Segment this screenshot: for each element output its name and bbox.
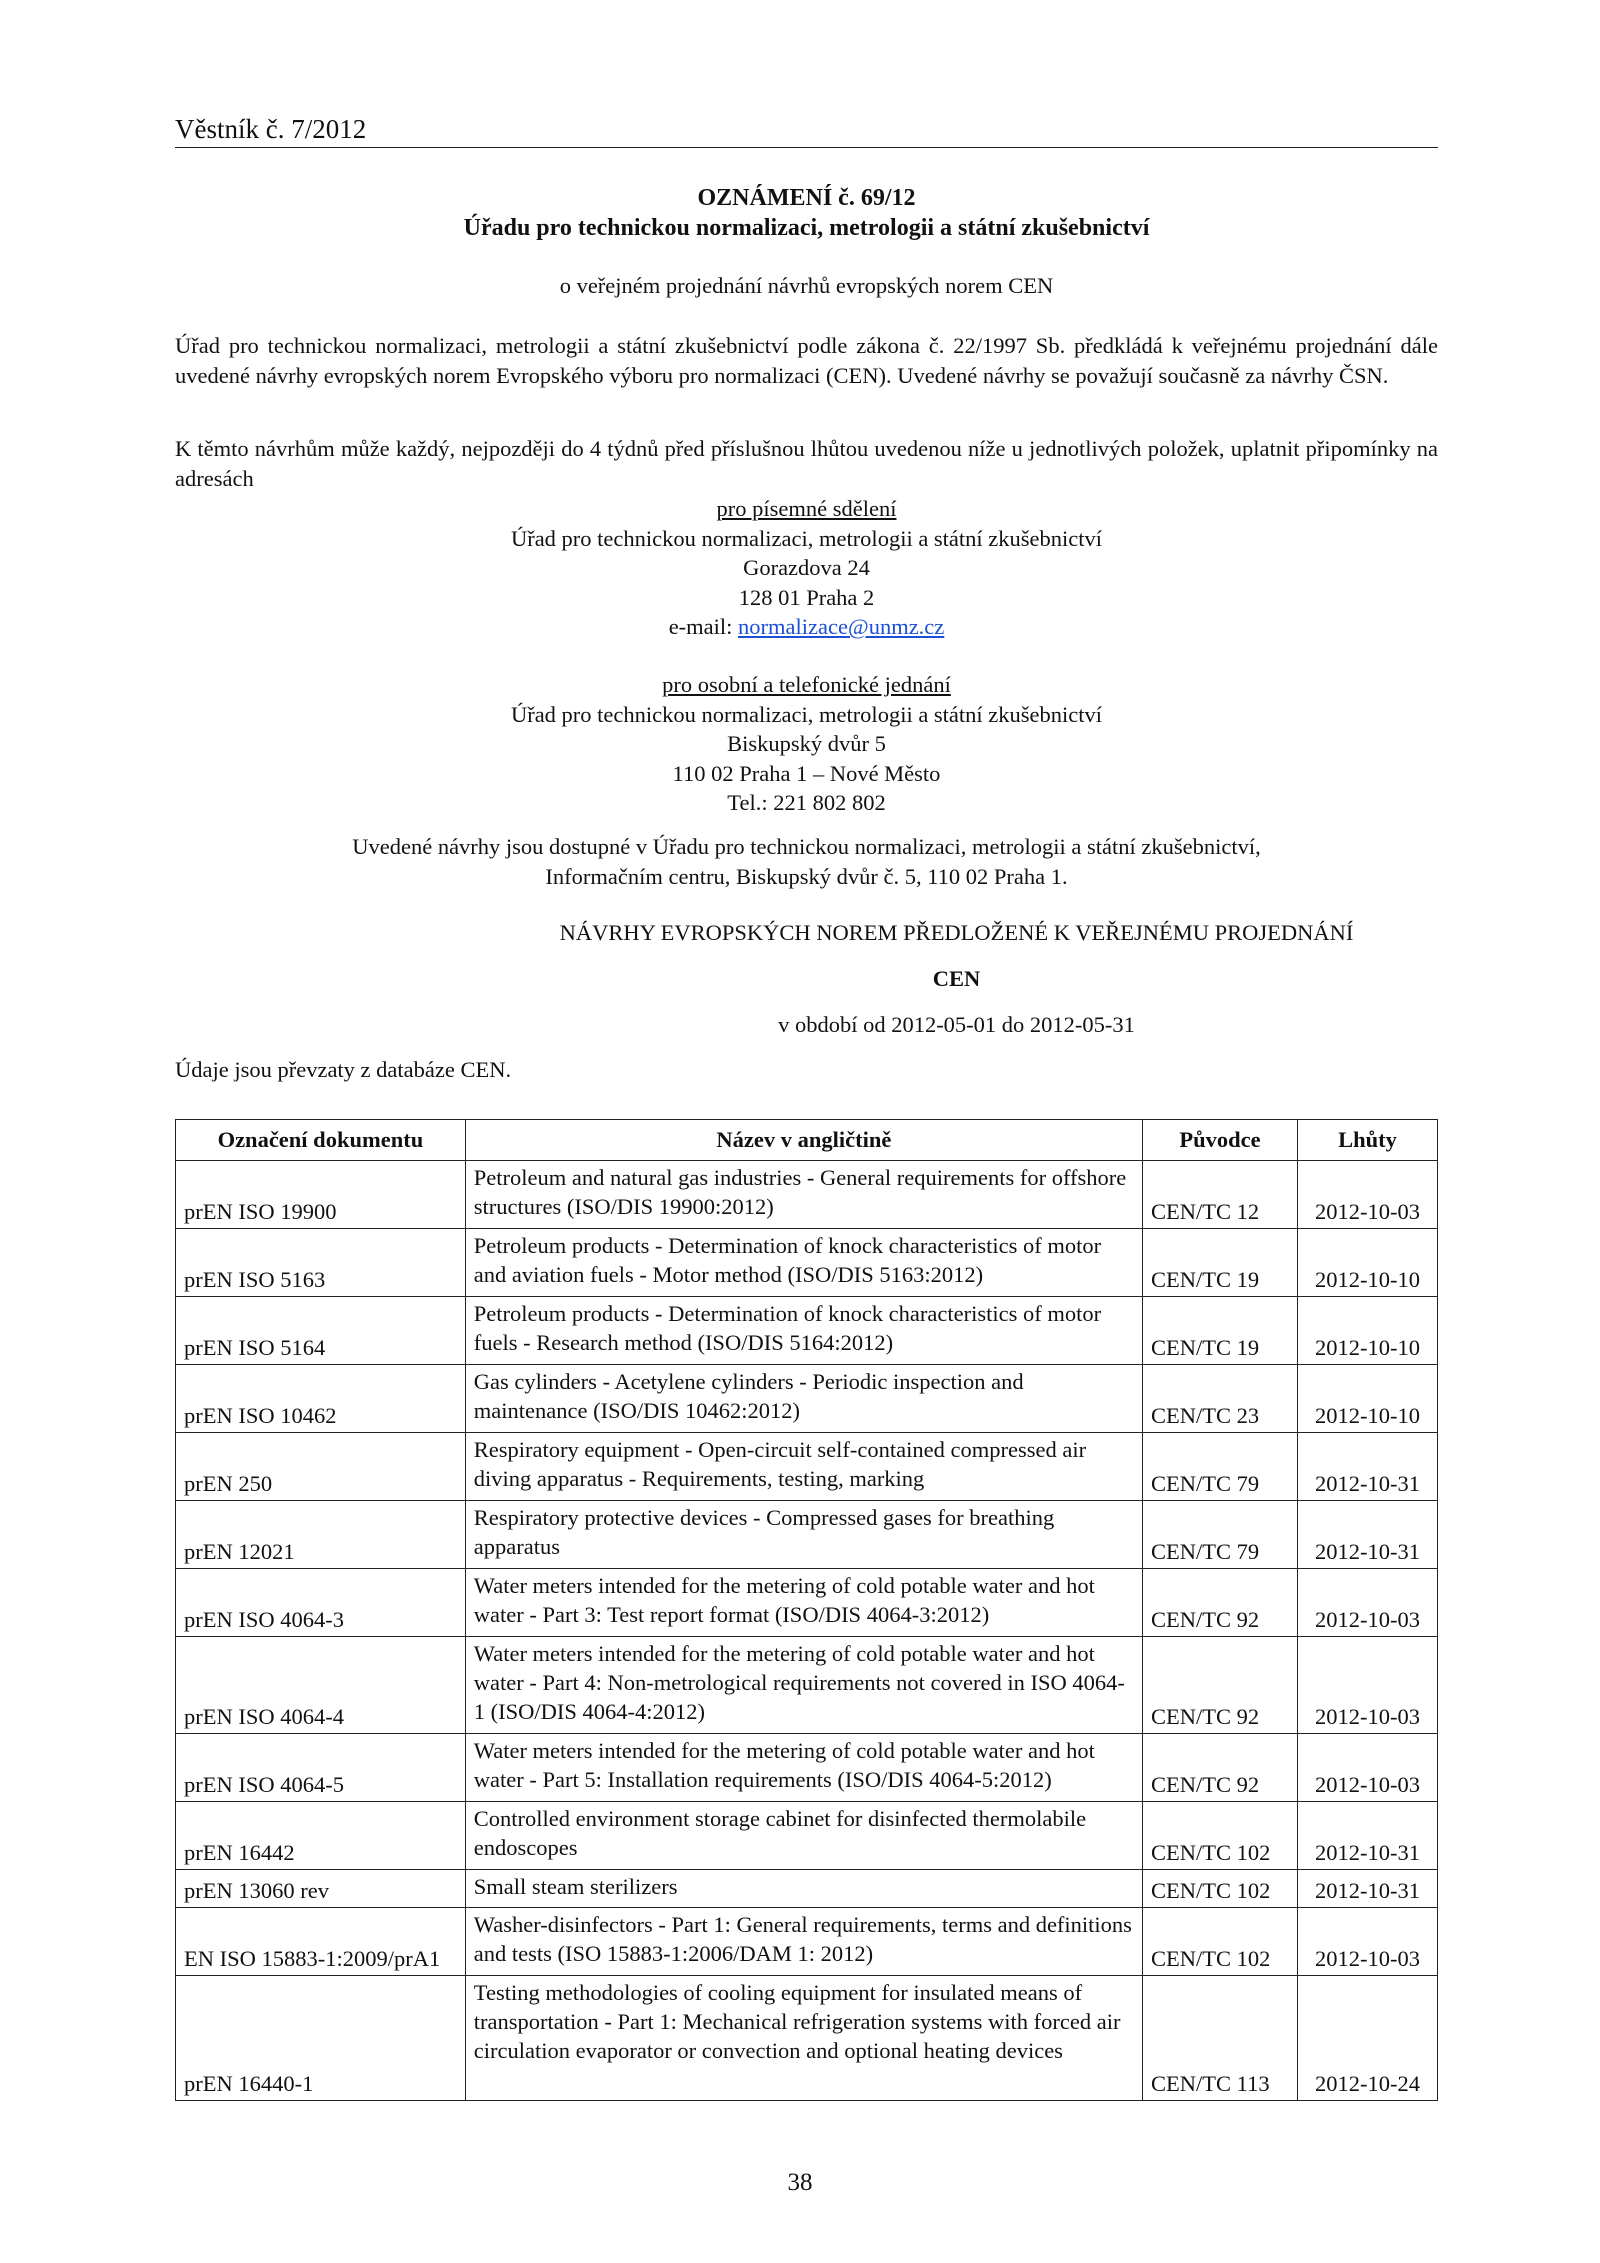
cell-deadline: 2012-10-10 <box>1298 1297 1438 1365</box>
header-deadline: Lhůty <box>1298 1120 1438 1161</box>
table-row <box>176 1637 1438 1734</box>
availability-line-2: Informačním centru, Biskupský dvůr č. 5, 110 02 Praha 1. <box>545 863 1068 889</box>
cell-origin: CEN/TC 102 <box>1143 1870 1298 1908</box>
table-row <box>176 1433 1438 1501</box>
cell-origin: CEN/TC 23 <box>1143 1365 1298 1433</box>
cell-name: Petroleum products - Determination of knock characteristics of motor fuels - Research method (ISO/DIS 5164:2012) <box>465 1297 1142 1365</box>
address-written <box>175 494 1438 642</box>
availability-line-1: Uvedené návrhy jsou dostupné v Úřadu pro technickou normalizaci, metrologii a státní zkušebnictví, <box>352 834 1261 859</box>
section-org: CEN <box>932 966 981 991</box>
table-row <box>176 1976 1438 2101</box>
address-personal-heading: pro osobní a telefonické jednání <box>662 672 951 697</box>
table-row <box>176 1802 1438 1870</box>
cell-origin: CEN/TC 102 <box>1143 1802 1298 1870</box>
notice-subject: o veřejném projednání návrhů evropských norem CEN <box>559 273 1054 298</box>
section-period: v období od 2012-05-01 do 2012-05-31 <box>778 1012 1135 1037</box>
cell-code: prEN ISO 4064-3 <box>176 1569 466 1637</box>
cell-deadline: 2012-10-03 <box>1298 1908 1438 1976</box>
cell-code: prEN ISO 5163 <box>176 1229 466 1297</box>
table-row <box>176 1229 1438 1297</box>
cell-name: Testing methodologies of cooling equipment for insulated means of transportation - Part 1: Mechanical refrigeration systems with forced air circulation evaporator or convection and optional heating devices <box>465 1976 1142 2101</box>
cell-deadline: 2012-10-03 <box>1298 1569 1438 1637</box>
cell-name: Water meters intended for the metering of cold potable water and hot water - Part 5: Installation requirements (ISO/DIS 4064-5:2012) <box>465 1734 1142 1802</box>
cell-deadline: 2012-10-31 <box>1298 1501 1438 1569</box>
cell-origin: CEN/TC 19 <box>1143 1297 1298 1365</box>
cell-deadline: 2012-10-31 <box>1298 1433 1438 1501</box>
notice-title: OZNÁMENÍ č. 69/12 <box>697 185 916 211</box>
cell-origin: CEN/TC 113 <box>1143 1976 1298 2101</box>
address-written-name: Úřad pro technickou normalizaci, metrologii a státní zkušebnictví <box>510 525 1103 551</box>
cell-name: Respiratory equipment - Open-circuit self-contained compressed air diving apparatus - Requirements, testing, marking <box>465 1433 1142 1501</box>
cell-code: prEN ISO 4064-4 <box>176 1637 466 1734</box>
cell-deadline: 2012-10-10 <box>1298 1229 1438 1297</box>
cell-name: Water meters intended for the metering of cold potable water and hot water - Part 4: Non-metrological requirements not covered in ISO 4064-1 (ISO/DIS 4064-4:2012) <box>465 1637 1142 1734</box>
table-row <box>176 1734 1438 1802</box>
table-header-row <box>176 1120 1438 1161</box>
cell-name: Small steam sterilizers <box>465 1870 1142 1908</box>
cell-code: EN ISO 15883-1:2009/prA1 <box>176 1908 466 1976</box>
cell-origin: CEN/TC 92 <box>1143 1734 1298 1802</box>
section-title: NÁVRHY EVROPSKÝCH NOREM PŘEDLOŽENÉ K VEŘEJNÉMU PROJEDNÁNÍ <box>559 920 1354 945</box>
header-name: Název v angličtině <box>465 1120 1142 1161</box>
table-row <box>176 1365 1438 1433</box>
comments-paragraph: K těmto návrhům může každý, nejpozději do 4 týdnů před příslušnou lhůtou uvedenou níže u jednotlivých položek, uplatnit připomínky na adresách <box>175 436 1438 491</box>
table-row <box>176 1501 1438 1569</box>
cell-deadline: 2012-10-31 <box>1298 1870 1438 1908</box>
cell-code: prEN ISO 10462 <box>176 1365 466 1433</box>
email-link[interactable]: normalizace@unmz.cz <box>738 614 945 639</box>
cell-name: Washer-disinfectors - Part 1: General requirements, terms and definitions and tests (ISO 15883-1:2006/DAM 1: 2012) <box>465 1908 1142 1976</box>
cell-origin: CEN/TC 92 <box>1143 1569 1298 1637</box>
cell-code: prEN 12021 <box>176 1501 466 1569</box>
cell-origin: CEN/TC 79 <box>1143 1433 1298 1501</box>
cell-origin: CEN/TC 12 <box>1143 1161 1298 1229</box>
availability-note <box>175 832 1438 891</box>
cell-origin: CEN/TC 19 <box>1143 1229 1298 1297</box>
cell-origin: CEN/TC 102 <box>1143 1908 1298 1976</box>
cell-name: Gas cylinders - Acetylene cylinders - Periodic inspection and maintenance (ISO/DIS 10462:2012) <box>465 1365 1142 1433</box>
cell-code: prEN ISO 4064-5 <box>176 1734 466 1802</box>
table-row <box>176 1161 1438 1229</box>
notice-issuer: Úřadu pro technickou normalizaci, metrologii a státní zkušebnictví <box>463 215 1150 241</box>
table-row <box>176 1569 1438 1637</box>
cell-code: prEN 13060 rev <box>176 1870 466 1908</box>
header-code: Označení dokumentu <box>176 1120 466 1161</box>
cell-origin: CEN/TC 79 <box>1143 1501 1298 1569</box>
intro-paragraph: Úřad pro technickou normalizaci, metrologii a státní zkušebnictví podle zákona č. 22/1997 Sb. předkládá k veřejnému projednání dále uvedené návrhy evropských norem Evropského výboru pro normalizaci (CEN). Uvedené návrhy se považují současně za návrhy ČSN. <box>175 333 1438 388</box>
header-origin: Původce <box>1143 1120 1298 1161</box>
address-written-city: 128 01 Praha 2 <box>738 584 875 610</box>
address-personal-name: Úřad pro technickou normalizaci, metrologii a státní zkušebnictví <box>510 701 1103 727</box>
cell-deadline: 2012-10-03 <box>1298 1734 1438 1802</box>
cell-deadline: 2012-10-31 <box>1298 1802 1438 1870</box>
cell-deadline: 2012-10-03 <box>1298 1637 1438 1734</box>
cell-name: Petroleum and natural gas industries - General requirements for offshore structures (ISO/DIS 19900:2012) <box>465 1161 1142 1229</box>
cell-name: Petroleum products - Determination of knock characteristics of motor and aviation fuels - Motor method (ISO/DIS 5163:2012) <box>465 1229 1142 1297</box>
cell-origin: CEN/TC 92 <box>1143 1637 1298 1734</box>
journal-header: Věstník č. 7/2012 <box>175 114 367 144</box>
table-row <box>176 1870 1438 1908</box>
cell-code: prEN 250 <box>176 1433 466 1501</box>
cell-deadline: 2012-10-03 <box>1298 1161 1438 1229</box>
cell-code: prEN 16442 <box>176 1802 466 1870</box>
documents-table <box>175 1119 1438 2101</box>
cell-name: Controlled environment storage cabinet for disinfected thermolabile endoscopes <box>465 1802 1142 1870</box>
table-row <box>176 1908 1438 1976</box>
address-personal-phone: Tel.: 221 802 802 <box>727 790 886 815</box>
cell-code: prEN ISO 19900 <box>176 1161 466 1229</box>
address-written-heading: pro písemné sdělení <box>716 496 897 521</box>
cell-deadline: 2012-10-10 <box>1298 1365 1438 1433</box>
cell-code: prEN ISO 5164 <box>176 1297 466 1365</box>
source-note: Údaje jsou převzaty z databáze CEN. <box>175 1057 512 1082</box>
header-rule <box>175 147 1438 148</box>
page-number: 38 <box>787 2169 813 2196</box>
table-row <box>176 1297 1438 1365</box>
address-personal-city: 110 02 Praha 1 – Nové Město <box>672 760 941 786</box>
cell-deadline: 2012-10-24 <box>1298 1976 1438 2101</box>
address-personal <box>175 670 1438 818</box>
email-label: e-mail: <box>668 614 739 639</box>
address-personal-street: Biskupský dvůr 5 <box>727 731 886 756</box>
address-written-street: Gorazdova 24 <box>743 555 870 580</box>
cell-name: Water meters intended for the metering of cold potable water and hot water - Part 3: Test report format (ISO/DIS 4064-3:2012) <box>465 1569 1142 1637</box>
address-written-email-line <box>175 612 1438 642</box>
cell-code: prEN 16440-1 <box>176 1976 466 2101</box>
cell-name: Respiratory protective devices - Compressed gases for breathing apparatus <box>465 1501 1142 1569</box>
